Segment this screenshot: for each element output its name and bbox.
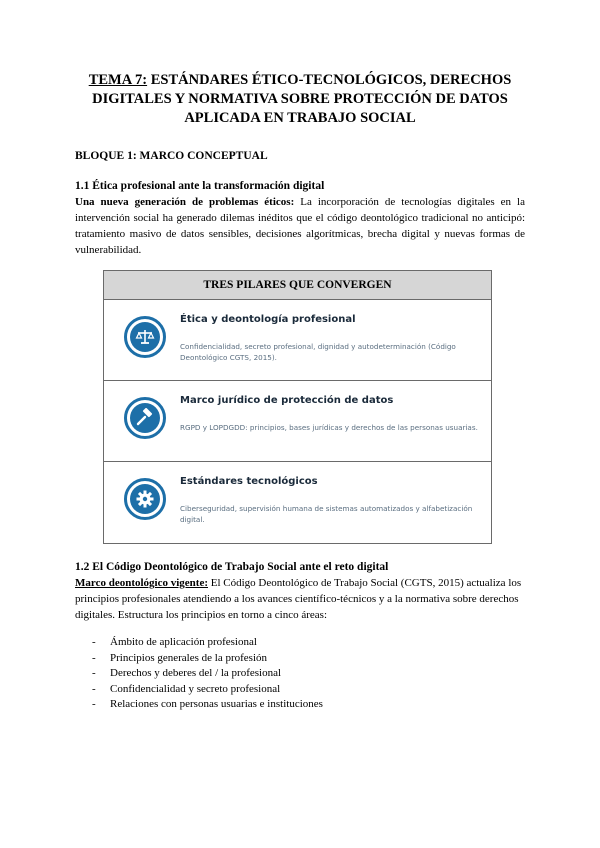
list-item: - Derechos y deberes del / la profesional [92,667,282,679]
pillar-description: Confidencialidad, secreto profesional, dignidad y autodeterminación (Código Deontológico CGTS, 2015). [180,342,456,362]
title-line3: APLICADA EN TRABAJO SOCIAL [184,110,416,126]
gear-icon [124,478,166,520]
pillar-tech [104,462,491,545]
list-item: - Relaciones con personas usuarias e instituciones [92,698,323,710]
title-line2: DIGITALES Y NORMATIVA SOBRE PROTECCIÓN DE DATOS [92,91,508,107]
section1-lead: Una nueva generación de problemas éticos: [75,196,295,208]
section2-paragraph [75,575,525,623]
list-item: - Principios generales de la profesión [92,651,268,664]
section2-lead: Marco deontológico vigente: [75,577,208,589]
pillar-legal [104,381,491,462]
list-item: - Ámbito de aplicación profesional [92,636,257,648]
pillar-description: RGPD y LOPDGDD: principios, bases jurídicas y derechos de las personas usuarias. [180,423,478,432]
pillar-title: Estándares tecnológicos [180,476,318,487]
section2-heading: 1.2 El Código Deontológico de Trabajo Social ante el reto digital [75,561,389,573]
title-line1: ESTÁNDARES ÉTICO-TECNOLÓGICOS, DERECHOS [147,72,512,88]
gavel-icon [124,397,166,439]
scales-icon [124,316,166,358]
title-prefix: TEMA 7: [88,72,148,88]
pillar-title: Marco jurídico de protección de datos [180,395,394,406]
areas-list [92,635,323,713]
section1-heading: 1.1 Ética profesional ante la transformación digital [75,180,325,192]
pillar-title: Ética y deontología profesional [180,314,356,325]
pillar-ethics [104,300,491,381]
section1-paragraph [75,194,525,258]
block-heading: BLOQUE 1: MARCO CONCEPTUAL [75,150,268,162]
diagram-header: TRES PILARES QUE CONVERGEN [104,271,491,300]
section2-text: El Código Deontológico de Trabajo Social (CGTS, 2015) actualiza los principios profesionales atendiendo a los avances científico-técnicos y a la normativa sobre derechos digitales. Estructura los principios en torno a cinco áreas: [75,577,522,621]
pillars-diagram [103,270,492,544]
document-title [70,71,530,128]
list-item: - Confidencialidad y secreto profesional [92,682,281,695]
pillar-description: Ciberseguridad, supervisión humana de sistemas automatizados y alfabetización digital. [180,504,473,524]
section1-text: La incorporación de tecnologías digitales en la intervención social ha generado dilemas inéditos que el código deontológico tradicional no anticipó: tratamiento masivo de datos sensibles, decisiones algorítmicas, brecha digital y nuevas formas de vulnerabilidad. [75,196,525,256]
